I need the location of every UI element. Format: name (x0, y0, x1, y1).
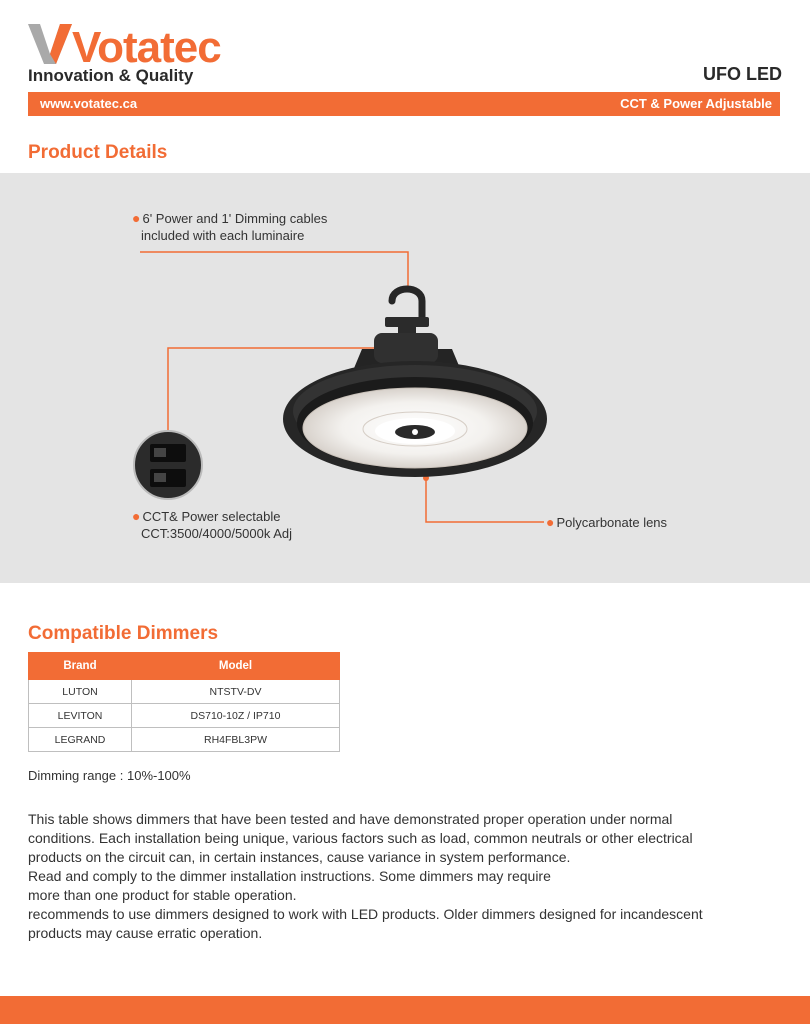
table-row: LUTON NTSTV-DV (29, 680, 340, 704)
product-details-title: Product Details (28, 142, 168, 163)
logo-wordmark: Votatec (72, 23, 221, 68)
note-paragraph: more than one product for stable operation. (28, 887, 297, 903)
callout-cct: ● CCT& Power selectable CCT:3500/4000/5000k Adj (132, 508, 293, 541)
hook-icon (392, 289, 422, 321)
table-row: LEGRAND RH4FBL3PW (29, 728, 340, 752)
table-header-brand: Brand (29, 653, 132, 680)
product-details-panel (0, 173, 810, 583)
header-bar (28, 92, 780, 116)
note-paragraph: This table shows dimmers that have been tested and have demonstrated proper operation under normal conditions. Each installation being unique, various factors such as load, common neutrals or other electrical products on the circuit can, in certain instances, cause variance in system performance. (28, 811, 693, 865)
table-row: LEVITON DS710-10Z / IP710 (29, 704, 340, 728)
callout-cables: ● 6' Power and 1' Dimming cables included with each luminaire (132, 210, 328, 243)
feature-label: CCT & Power Adjustable (620, 96, 772, 111)
compatible-dimmers-title: Compatible Dimmers (28, 623, 219, 644)
dimmer-table (28, 652, 340, 752)
fixture-illustration (0, 173, 810, 583)
website-link[interactable]: www.votatec.ca (40, 96, 138, 111)
table-header-model: Model (132, 653, 340, 680)
cables-leader-line (140, 252, 408, 288)
votatec-logo (28, 18, 228, 68)
callout-lens: ● Polycarbonate lens (546, 514, 668, 530)
dimming-range: Dimming range : 10%-100% (28, 768, 191, 783)
lens-leader-line (426, 478, 544, 522)
note-paragraph: recommends to use dimmers designed to work with LED products. Older dimmers designed for incandescent products may cause erratic operation. (28, 906, 703, 941)
product-name: UFO LED (703, 64, 782, 84)
selector-switch-inset (134, 431, 202, 499)
tagline: Innovation & Quality (28, 66, 194, 85)
note-paragraph: Read and comply to the dimmer installation instructions. Some dimmers may require (28, 868, 551, 884)
notes-text (28, 810, 728, 943)
footer-bar (0, 996, 810, 1024)
